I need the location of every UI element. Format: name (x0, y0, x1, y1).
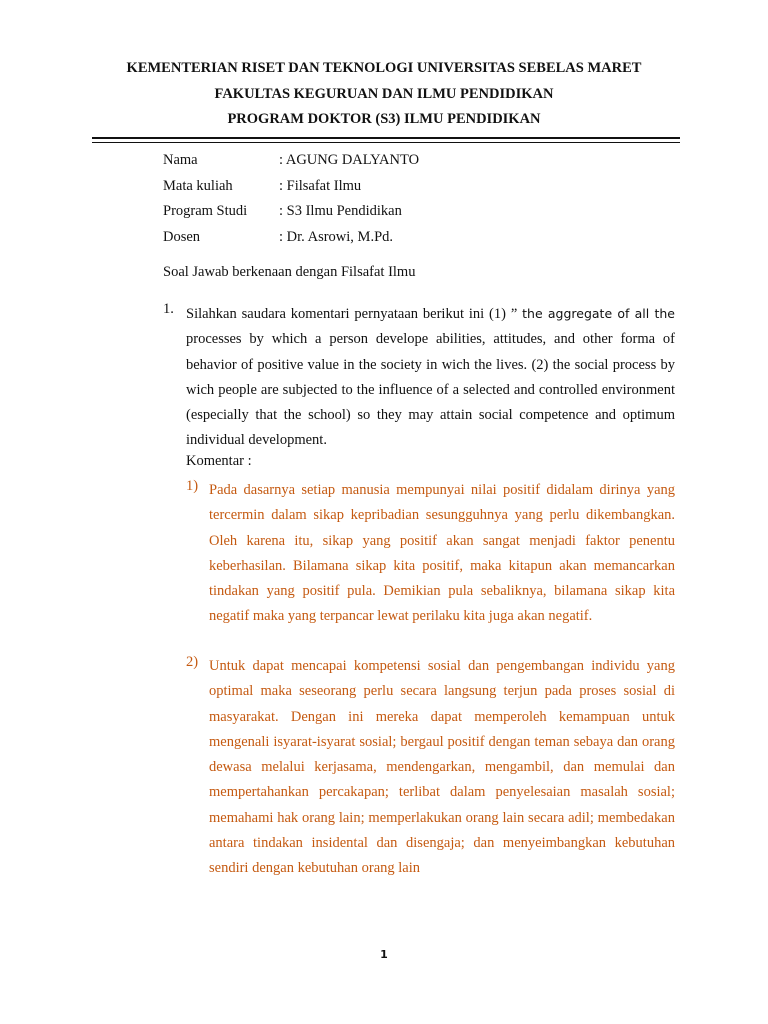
question-text-c: processes by which a person develope abilities, attitudes, and other forma of behavior of positive value in the society in wich the lives. (2) the social process by wich people are subjected to the influence of a selected and controlled environment (especially that the school) so they may attain social competence and optimum individual development. (186, 331, 675, 449)
question-number: 1. (163, 301, 174, 317)
subtitle: Soal Jawab berkenaan dengan Filsafat Ilmu (163, 264, 416, 280)
info-value: : Filsafat Ilmu (279, 178, 362, 194)
info-row-nama (163, 152, 419, 169)
header-rule-thick (92, 137, 680, 139)
page-number: 1 (380, 948, 388, 961)
question-text-a: Silahkan saudara komentari pernyataan berikut ini (1) ” (186, 306, 523, 322)
answer-text-1: Pada dasarnya setiap manusia mempunyai nilai positif didalam dirinya yang tercermin dalam sikap kepribadian sesungguhnya yang perlu dikembangkan. Oleh karena itu, sikap yang positif akan sangat menjadi faktor penentu keberhasilan. Bilamana sikap kita positif, maka kitapun akan memancarkan tindakan yang positif pula. Demikian pula sebaliknya, bilamana sikap kita negatif maka yang terpancar lewat perilaku kita juga akan negatif. (209, 482, 675, 625)
question-text-b: the aggregate of all the (522, 306, 675, 321)
header-rule-thin (92, 142, 680, 143)
answer-number-1: 1) (186, 478, 199, 494)
info-row-mata-kuliah (163, 178, 361, 195)
info-row-dosen (163, 229, 393, 246)
question-text (186, 301, 675, 454)
header-program: PROGRAM DOKTOR (S3) ILMU PENDIDIKAN (227, 111, 541, 127)
header-faculty: FAKULTAS KEGURUAN DAN ILMU PENDIDIKAN (214, 86, 554, 102)
info-value: : AGUNG DALYANTO (279, 152, 420, 168)
info-value: : S3 Ilmu Pendidikan (279, 203, 402, 219)
info-value: : Dr. Asrowi, M.Pd. (279, 229, 394, 245)
answer-number-2: 2) (186, 654, 199, 670)
komentar-label: Komentar : (186, 453, 252, 469)
info-label: Mata kuliah (163, 178, 233, 194)
info-label: Program Studi (163, 203, 248, 219)
header-ministry: KEMENTERIAN RISET DAN TEKNOLOGI UNIVERSITAS SEBELAS MARET (126, 60, 642, 76)
info-row-program-studi (163, 203, 402, 220)
info-label: Nama (163, 152, 198, 168)
info-label: Dosen (163, 229, 201, 245)
answer-text-2: Untuk dapat mencapai kompetensi sosial dan pengembangan individu yang optimal maka seseorang perlu secara langsung terjun pada proses sosial di masyarakat. Dengan ini mereka dapat memperoleh kemampuan untuk mengenali isyarat-isyarat sosial; bergaul positif dengan teman sebaya dan orang dewasa melalui kerjasama, mendengarkan, mengambil, dan memulai dan mempertahankan percakapan; terlibat dalam penyelesaian masalah sosial; memahami hak orang lain; memperlakukan orang lain secara adil; membedakan antara tindakan insidental dan disengaja; dan menyeimbangkan kebutuhan sendiri dengan kebutuhan orang lain (209, 658, 675, 877)
